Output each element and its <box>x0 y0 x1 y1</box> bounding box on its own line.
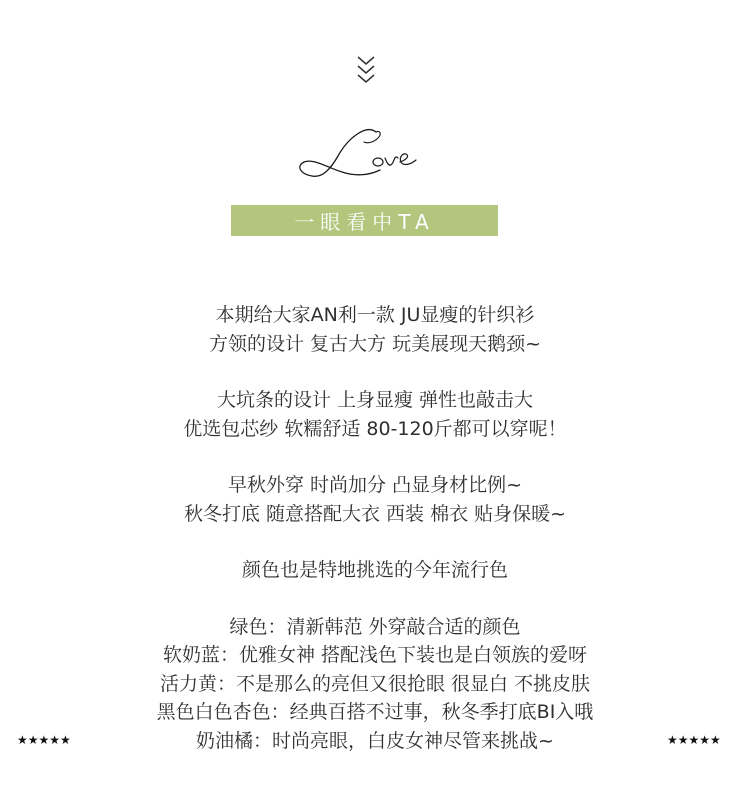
chevron-down-icon <box>355 54 377 88</box>
love-script-logo <box>288 120 438 190</box>
spacer <box>0 443 750 471</box>
copy-line: 早秋外穿 时尚加分 凸显身材比例~ <box>228 474 522 496</box>
banner-text: 一眼看中TA <box>294 210 435 234</box>
copy-line: 奶油橘：时尚亮眼，白皮女神尽管来挑战~ <box>196 729 554 752</box>
copy-line: 黑色白色杏色：经典百搭不过事，秋冬季打底BI入哦 <box>156 701 594 723</box>
copy-line: 本期给大家AN利一款 JU显瘦的针织衫 <box>215 304 535 326</box>
stars-decoration-right: ★★★★★ <box>667 733 721 747</box>
spacer <box>0 358 750 386</box>
copy-line: 活力黄：不是那么的亮但又很抢眼 很显白 不挑皮肤 <box>159 672 591 695</box>
copy-line: 大坑条的设计 上身显瘦 弹性也敲击大 <box>216 389 534 411</box>
copy-line: 颜色也是特地挑选的今年流行色 <box>241 559 508 581</box>
copy-line: 绿色：清新韩范 外穿敲合适的颜色 <box>229 615 521 638</box>
copy-line: 优选包芯纱 软糯舒适 80-120斤都可以穿呢！ <box>183 417 567 440</box>
copy-line: 秋冬打底 随意搭配大衣 西装 棉衣 贴身保暖~ <box>183 502 567 525</box>
spacer <box>0 585 750 613</box>
spacer <box>0 528 750 556</box>
product-description <box>0 301 750 755</box>
headline-banner <box>231 205 498 236</box>
stars-decoration-left: ★★★★★ <box>17 733 71 747</box>
copy-line: 软奶蓝：优雅女神 搭配浅色下装也是白领族的爱呀 <box>162 644 588 666</box>
copy-line: 方领的设计 复古大方 玩美展现天鹅颈~ <box>209 332 541 355</box>
